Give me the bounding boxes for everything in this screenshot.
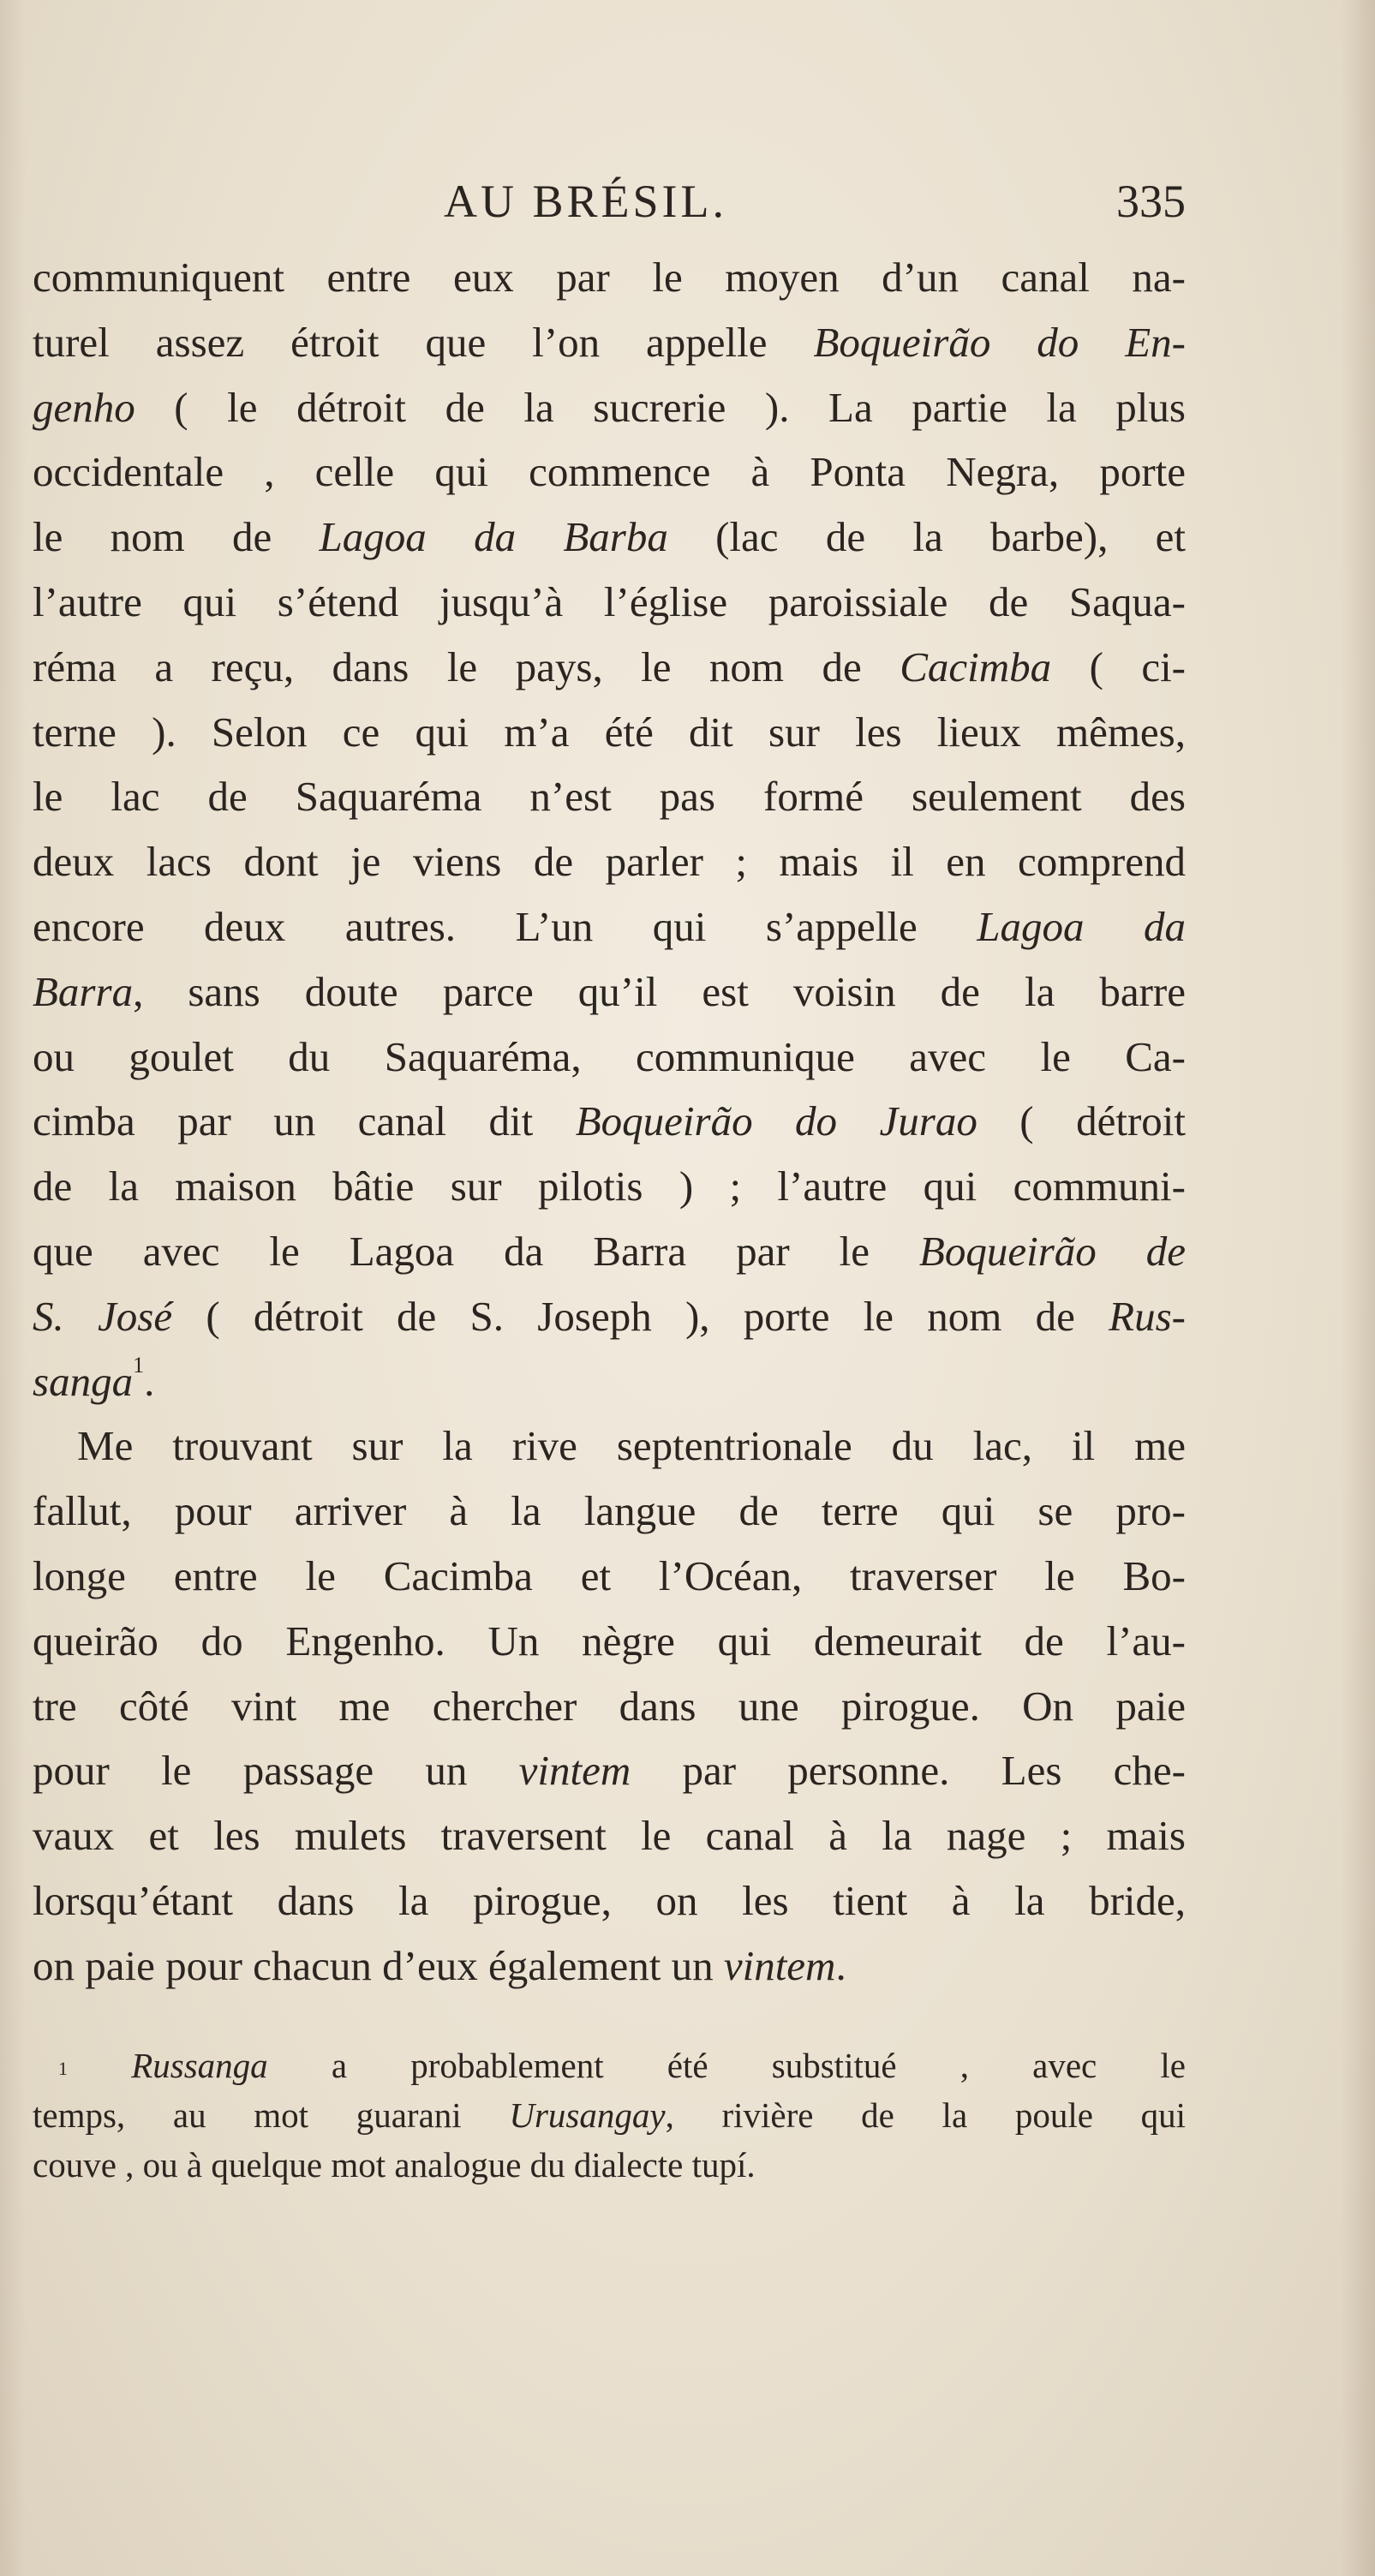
- text-run: vaux et les mulets traversent le canal à la nage ; mais: [33, 1812, 1186, 1860]
- text-line: [33, 505, 1186, 570]
- italic-term: genho: [33, 383, 135, 431]
- text-line: [33, 959, 1186, 1025]
- text-line: [33, 570, 1186, 635]
- text-line: [33, 1349, 1186, 1414]
- text-line: [33, 700, 1186, 765]
- text-run: que avec le Lagoa da Barra par le: [33, 1227, 919, 1275]
- running-head: AU BRÉSIL.: [444, 176, 728, 227]
- text-line: [33, 1803, 1186, 1868]
- italic-term: Boqueirão de: [918, 1227, 1186, 1275]
- italic-term: Lagoa da: [977, 902, 1186, 950]
- italic-term: vintem: [518, 1747, 631, 1795]
- page-header: [33, 171, 1186, 231]
- footnote-line: [33, 2140, 1186, 2190]
- text-line: [33, 439, 1186, 505]
- text-run: longe entre le Cacimba et l’Océan, traverser le Bo-: [33, 1551, 1186, 1599]
- text-run: communiquent entre eux par le moyen d’un canal na-: [33, 254, 1186, 301]
- text-line: [33, 1089, 1186, 1154]
- page-edge-shadow-left: [0, 0, 26, 2576]
- italic-term: Boqueirão do Jurao: [575, 1097, 977, 1145]
- text-run: terne ). Selon ce qui m’a été dit sur les lieux mêmes,: [33, 708, 1186, 756]
- text-line: [33, 1025, 1186, 1090]
- italic-term: Barra: [33, 967, 134, 1015]
- italic-term: Urusangay: [509, 2095, 666, 2135]
- text-run: on paie pour chacun d’eux également un: [33, 1941, 724, 1989]
- text-line: [33, 1414, 1186, 1479]
- text-run: l’autre qui s’étend jusqu’à l’église paroissiale de Saqua-: [33, 577, 1186, 625]
- paragraph-1: [33, 245, 1186, 1414]
- text-run: ( le détroit de la sucrerie ). La partie la plus: [135, 383, 1186, 431]
- italic-term: vintem: [723, 1941, 836, 1989]
- footnote-line: [33, 2090, 1186, 2140]
- text-run: occidentale , celle qui commence à Ponta Negra, porte: [33, 448, 1186, 496]
- text-run: , sans doute parce qu’il est voisin de la barre: [133, 967, 1186, 1015]
- text-run: fallut, pour arriver à la langue de terre qui se pro-: [33, 1487, 1186, 1535]
- text-run: ( détroit: [977, 1097, 1186, 1145]
- text-run: cimba par un canal dit: [33, 1097, 576, 1145]
- text-run: le lac de Saquaréma n’est pas formé seulement des: [33, 773, 1186, 821]
- italic-term: Cacimba: [900, 643, 1052, 690]
- text-run: , rivière de la poule qui: [665, 2095, 1186, 2135]
- italic-term: S. José: [33, 1292, 173, 1340]
- text-run: lorsqu’étant dans la pirogue, on les tient à la bride,: [33, 1876, 1186, 1924]
- italic-term: Rus-: [1109, 1292, 1186, 1340]
- text-line: [33, 375, 1186, 440]
- text-run: .: [835, 1941, 846, 1989]
- italic-term: Lagoa da Barba: [319, 513, 668, 561]
- text-run: ou goulet du Saquaréma, communique avec le Ca-: [33, 1032, 1186, 1080]
- text-line: [33, 1933, 1186, 1999]
- italic-term: Boqueirão do En-: [813, 318, 1186, 366]
- text-line: [33, 1674, 1186, 1739]
- footnote-line: [33, 2041, 1186, 2090]
- text-run: ( ci-: [1051, 643, 1187, 690]
- text-run: ( détroit de S. Joseph ), porte le nom de: [172, 1292, 1109, 1340]
- page-number: 335: [1116, 176, 1186, 227]
- italic-term: Russanga: [131, 2046, 268, 2085]
- text-run: par personne. Les che-: [631, 1747, 1186, 1795]
- text-line: [33, 1479, 1186, 1544]
- paragraph-2: [33, 1414, 1186, 1998]
- text-line: [33, 829, 1186, 894]
- text-line: [33, 1868, 1186, 1933]
- text-line: [33, 635, 1186, 700]
- footnote-marker: 1: [58, 2058, 68, 2079]
- text-line: [33, 1738, 1186, 1803]
- text-line: [33, 1219, 1186, 1284]
- text-run: deux lacs dont je viens de parler ; mais il en comprend: [33, 838, 1186, 886]
- footnote-reference: 1: [133, 1352, 145, 1378]
- text-line: [33, 1609, 1186, 1674]
- text-run: temps, au mot guarani: [33, 2095, 510, 2135]
- text-line: [33, 245, 1186, 310]
- body-text: [33, 245, 1186, 1999]
- footnote: [33, 2041, 1186, 2190]
- text-run: a probablement été substitué , avec le: [267, 2046, 1187, 2085]
- page-edge-shadow-right: [1341, 0, 1375, 2576]
- text-run: turel assez étroit que l’on appelle: [33, 318, 814, 366]
- text-run: encore deux autres. L’un qui s’appelle: [33, 902, 977, 950]
- text-run: .: [144, 1357, 155, 1405]
- text-line: [33, 764, 1186, 829]
- text-run: le nom de: [33, 513, 320, 561]
- text-run: couve , ou à quelque mot analogue du dialecte tupí.: [33, 2145, 756, 2185]
- text-line: [33, 1544, 1186, 1609]
- text-run: pour le passage un: [33, 1747, 519, 1795]
- text-run: réma a reçu, dans le pays, le nom de: [33, 643, 900, 690]
- text-run: de la maison bâtie sur pilotis ) ; l’autre qui communi-: [33, 1162, 1186, 1210]
- italic-term: sanga: [33, 1357, 134, 1405]
- text-run: (lac de la barbe), et: [667, 513, 1186, 561]
- text-line: [33, 1284, 1186, 1349]
- text-line: [33, 310, 1186, 375]
- text-run: Me trouvant sur la rive septentrionale du lac, il me: [77, 1422, 1186, 1470]
- text-line: [33, 1154, 1186, 1219]
- text-run: queirão do Engenho. Un nègre qui demeurait de l’au-: [33, 1617, 1186, 1665]
- text-run: tre côté vint me chercher dans une pirogue. On paie: [33, 1682, 1186, 1730]
- text-line: [33, 894, 1186, 959]
